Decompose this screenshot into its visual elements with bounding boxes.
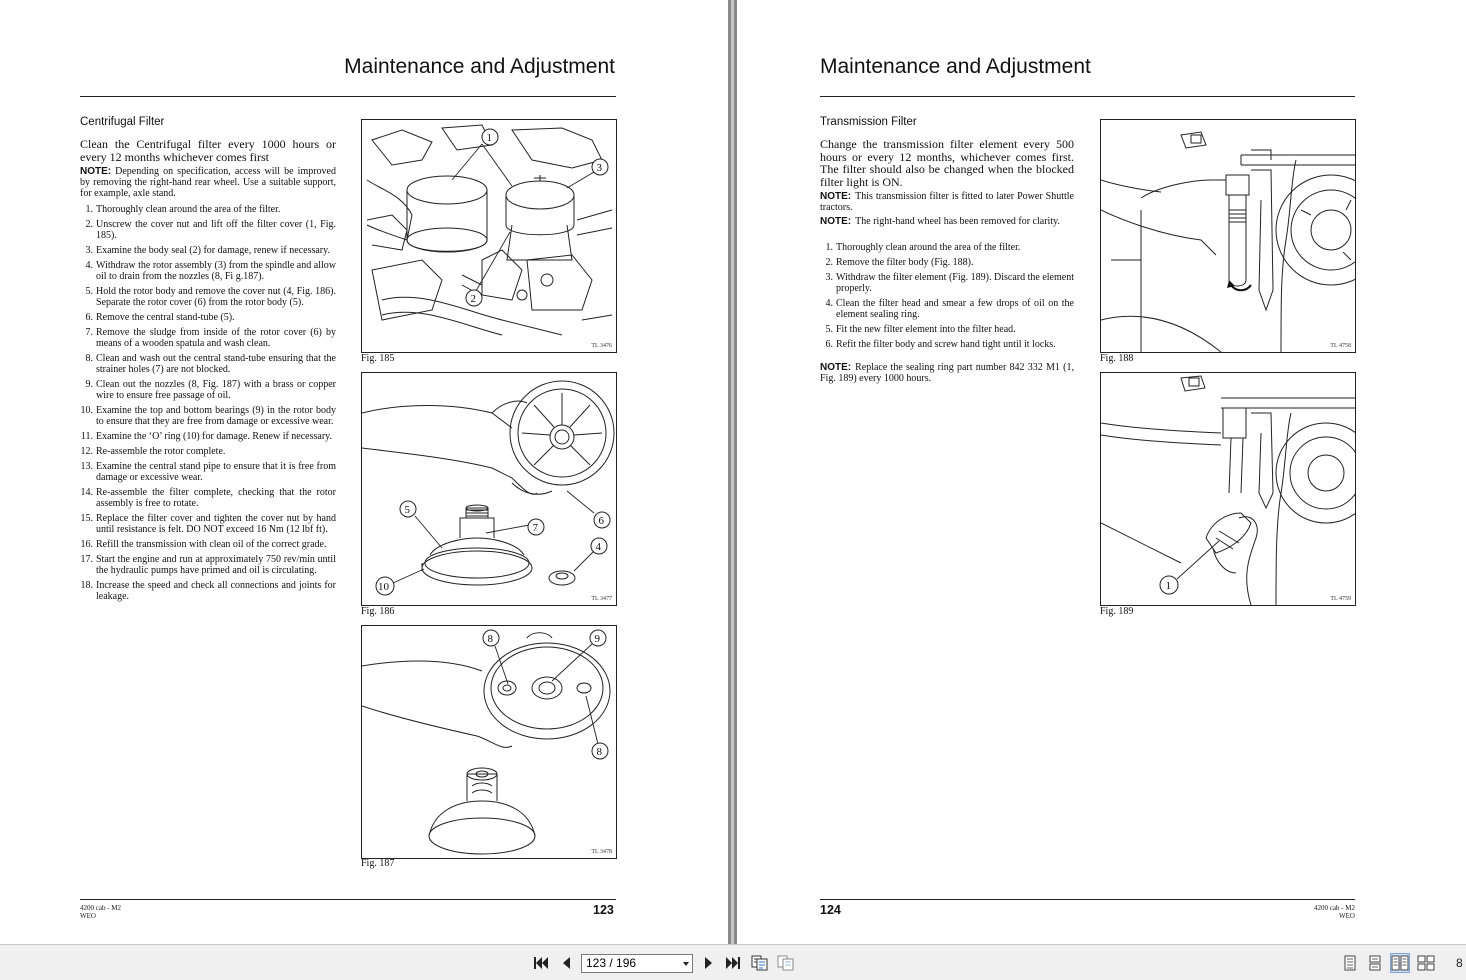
figure-caption: Fig. 187 [361,858,395,869]
list-item [80,554,336,576]
note-label: NOTE: [820,216,852,227]
callout-1: 1 [486,132,492,144]
figure-caption: Fig. 186 [361,606,395,617]
step-text: Re-assemble the filter complete, checking that the rotor assembly is free to rotate. [96,487,336,509]
callout-4: 4 [595,541,601,553]
step-number: 15. [80,513,93,524]
list-item [80,539,336,550]
step-list [80,204,336,606]
list-item [80,513,336,535]
figure-caption: Fig. 189 [1100,606,1134,617]
step-text: Remove the central stand-tube (5). [96,312,235,323]
chevron-down-icon[interactable] [683,962,689,966]
two-page-continuous-view-button[interactable] [1416,953,1436,973]
footer-model: 4200 cab - M2 [1313,904,1355,912]
single-page-view-icon [1344,955,1356,971]
callout-3: 3 [596,162,602,174]
note-text: The right-hand wheel has been removed for clarity. [855,216,1060,227]
header-rule [80,96,616,97]
two-page-view-button[interactable] [1390,953,1410,973]
list-item [820,324,1074,335]
step-number: 3. [825,272,833,283]
note [820,191,1074,213]
filter-element-illustration [1101,373,1355,605]
right-page [737,0,1466,944]
step-number: 14. [80,487,93,498]
footer-code: WEO [1339,912,1355,920]
last-page-button[interactable] [723,953,743,973]
step-number: 10. [80,405,93,416]
step-text: Refit the filter body and screw hand tight until it locks. [836,339,1056,350]
step-text: Increase the speed and check all connections and joints for leakage. [96,580,336,602]
continuous-view-icon [1369,955,1381,971]
step-text: Clean and wash out the central stand-tube ensuring that the strainer holes (7) are not blocked. [96,353,336,375]
callout-2: 2 [470,293,476,305]
page-title: Maintenance and Adjustment [820,55,1091,78]
callout-7: 7 [532,522,538,534]
intro-text: Change the transmission filter element every 500 hours or every 12 months, whichever comes first. The filter should also be changed when the blocked filter light is ON. [820,137,1074,189]
callout-6: 6 [598,515,604,527]
note [820,216,1074,227]
list-item [80,461,336,483]
figure-ref: TL 3478 [591,849,612,855]
step-list [820,242,1074,354]
step-number: 8. [85,353,93,364]
filter-assembly-illustration [362,120,616,352]
step-text: Thoroughly clean around the area of the filter. [96,204,281,215]
list-item [80,379,336,401]
figure-ref: TL 3477 [591,596,612,602]
note-label: NOTE: [820,191,852,202]
step-text: Start the engine and run at approximately 750 rev/min until the hydraulic pumps have primed and oil is circulating. [96,554,336,576]
step-number: 11. [80,431,93,442]
two-page-continuous-view-icon [1417,955,1435,971]
step-number: 6. [825,339,833,350]
figure-188 [1100,119,1356,353]
step-number: 4. [825,298,833,309]
step-number: 3. [85,245,93,256]
previous-page-button[interactable] [556,953,576,973]
step-text: Thoroughly clean around the area of the filter. [836,242,1021,253]
callout-5: 5 [404,504,410,516]
step-text: Hold the rotor body and remove the cover nut (4, Fig. 186). Separate the rotor cover (6) from the rotor body (5). [96,286,336,308]
step-text: Re-assemble the rotor complete. [96,446,226,457]
step-number: 5. [85,286,93,297]
intro-text: Clean the Centrifugal filter every 1000 hours or every 12 months whichever comes first [80,137,336,164]
step-text: Unscrew the cover nut and lift off the filter cover (1, Fig. 185). [96,219,336,241]
list-item [80,405,336,427]
callout-1: 1 [1165,580,1171,592]
copy-icon [751,955,769,971]
zoom-level[interactable]: 8 [1456,956,1463,970]
list-item [80,487,336,509]
note [820,362,1074,384]
figure-186 [361,372,617,606]
footer-info [80,904,121,920]
step-number: 6. [85,312,93,323]
two-page-view-icon [1391,955,1409,971]
note-text: Replace the sealing ring part number 842 332 M1 (1, Fig. 189) every 1000 hours. [820,362,1074,384]
step-text: Remove the filter body (Fig. 188). [836,257,974,268]
list-item [80,327,336,349]
step-text: Withdraw the rotor assembly (3) from the spindle and allow oil to drain from the nozzles (8, Fi g.187). [96,260,336,282]
step-number: 1. [825,242,833,253]
step-text: Clean the filter head and smear a few drops of oil on the element sealing ring. [836,298,1074,320]
list-item [80,204,336,215]
viewer-toolbar [0,944,1466,980]
first-page-button[interactable] [531,953,551,973]
note-text: This transmission filter is fitted to later Power Shuttle tractors. [820,191,1074,213]
list-item [820,272,1074,294]
note-label: NOTE: [820,362,852,373]
step-text: Refill the transmission with clean oil of the correct grade. [96,539,327,550]
list-item [820,242,1074,253]
callout-8: 8 [596,746,602,758]
footer-rule [820,899,1355,900]
page-number: 123 [593,903,614,917]
figure-189 [1100,372,1356,606]
figure-ref: TL 4758 [1330,343,1351,349]
paste-button[interactable] [776,953,796,973]
step-number: 2. [825,257,833,268]
footer-model: 4200 cab - M2 [80,904,122,912]
list-item [80,260,336,282]
note-label: NOTE: [80,166,112,177]
single-page-view-button[interactable] [1340,953,1360,973]
list-item [80,312,336,323]
last-page-icon [725,956,741,970]
transmission-filter-illustration [1101,120,1355,352]
step-number: 13. [80,461,93,472]
step-number: 4. [85,260,93,271]
step-number: 18. [80,580,93,591]
step-text: Remove the sludge from inside of the rotor cover (6) by means of a wooden spatula and wash clean. [96,327,336,349]
step-number: 7. [85,327,93,338]
figure-187 [361,625,617,859]
step-number: 1. [85,204,93,215]
list-item [820,257,1074,268]
page-number-field[interactable] [581,954,693,973]
footer-rule [80,899,616,900]
header-rule [820,96,1355,97]
left-page [0,0,728,944]
list-item [80,353,336,375]
figure-185 [361,119,617,353]
section-title: Transmission Filter [820,116,917,128]
list-item [80,245,336,256]
step-text: Replace the filter cover and tighten the cover nut by hand until resistance is felt. DO NOT exceed 16 Nm (12 lbf ft). [96,513,336,535]
figure-ref: TL 3476 [591,343,612,349]
rotor-nozzles-illustration [362,626,616,858]
step-text: Clean out the nozzles (8, Fig. 187) with a brass or copper wire to ensure free passage of oil. [96,379,336,401]
section-title: Centrifugal Filter [80,116,165,128]
step-number: 9. [85,379,93,390]
callout-8: 8 [487,633,493,645]
page-gutter [728,0,737,944]
footer-code: WEO [80,912,96,920]
previous-page-icon [560,956,572,970]
paste-icon [777,955,795,971]
step-text: Examine the body seal (2) for damage, renew if necessary. [96,245,330,256]
list-item [80,446,336,457]
page-number: 124 [820,903,841,917]
first-page-icon [533,956,549,970]
page-title: Maintenance and Adjustment [344,55,615,78]
step-number: 17. [80,554,93,565]
copy-button[interactable] [750,953,770,973]
next-page-icon [703,956,715,970]
list-item [820,298,1074,320]
step-number: 2. [85,219,93,230]
page-number-value: 123 / 196 [586,956,637,970]
figure-ref: TL 4759 [1330,596,1351,602]
list-item [80,219,336,241]
step-text: Examine the central stand pipe to ensure that it is free from damage or excessive wear. [96,461,336,483]
note [80,166,336,199]
note-text: Depending on specification, access will be improved by removing the right-hand rear wheel. Use a suitable support, for example, axle stand. [80,166,336,199]
list-item [80,580,336,602]
step-number: 12. [80,446,93,457]
figure-caption: Fig. 188 [1100,353,1134,364]
callout-10: 10 [378,581,389,593]
step-number: 16. [80,539,93,550]
rotor-disassembly-illustration [362,373,616,605]
list-item [80,286,336,308]
next-page-button[interactable] [699,953,719,973]
list-item [80,431,336,442]
step-number: 5. [825,324,833,335]
figure-caption: Fig. 185 [361,353,395,364]
callout-9: 9 [594,633,600,645]
continuous-view-button[interactable] [1365,953,1385,973]
footer-info [1314,904,1355,920]
step-text: Fit the new filter element into the filter head. [836,324,1016,335]
list-item [820,339,1074,350]
step-text: Withdraw the filter element (Fig. 189). Discard the element properly. [836,272,1074,294]
step-text: Examine the top and bottom bearings (9) in the rotor body to ensure that they are free from damage or excessive wear. [96,405,336,427]
step-text: Examine the ‘O’ ring (10) for damage. Renew if necessary. [96,431,333,442]
